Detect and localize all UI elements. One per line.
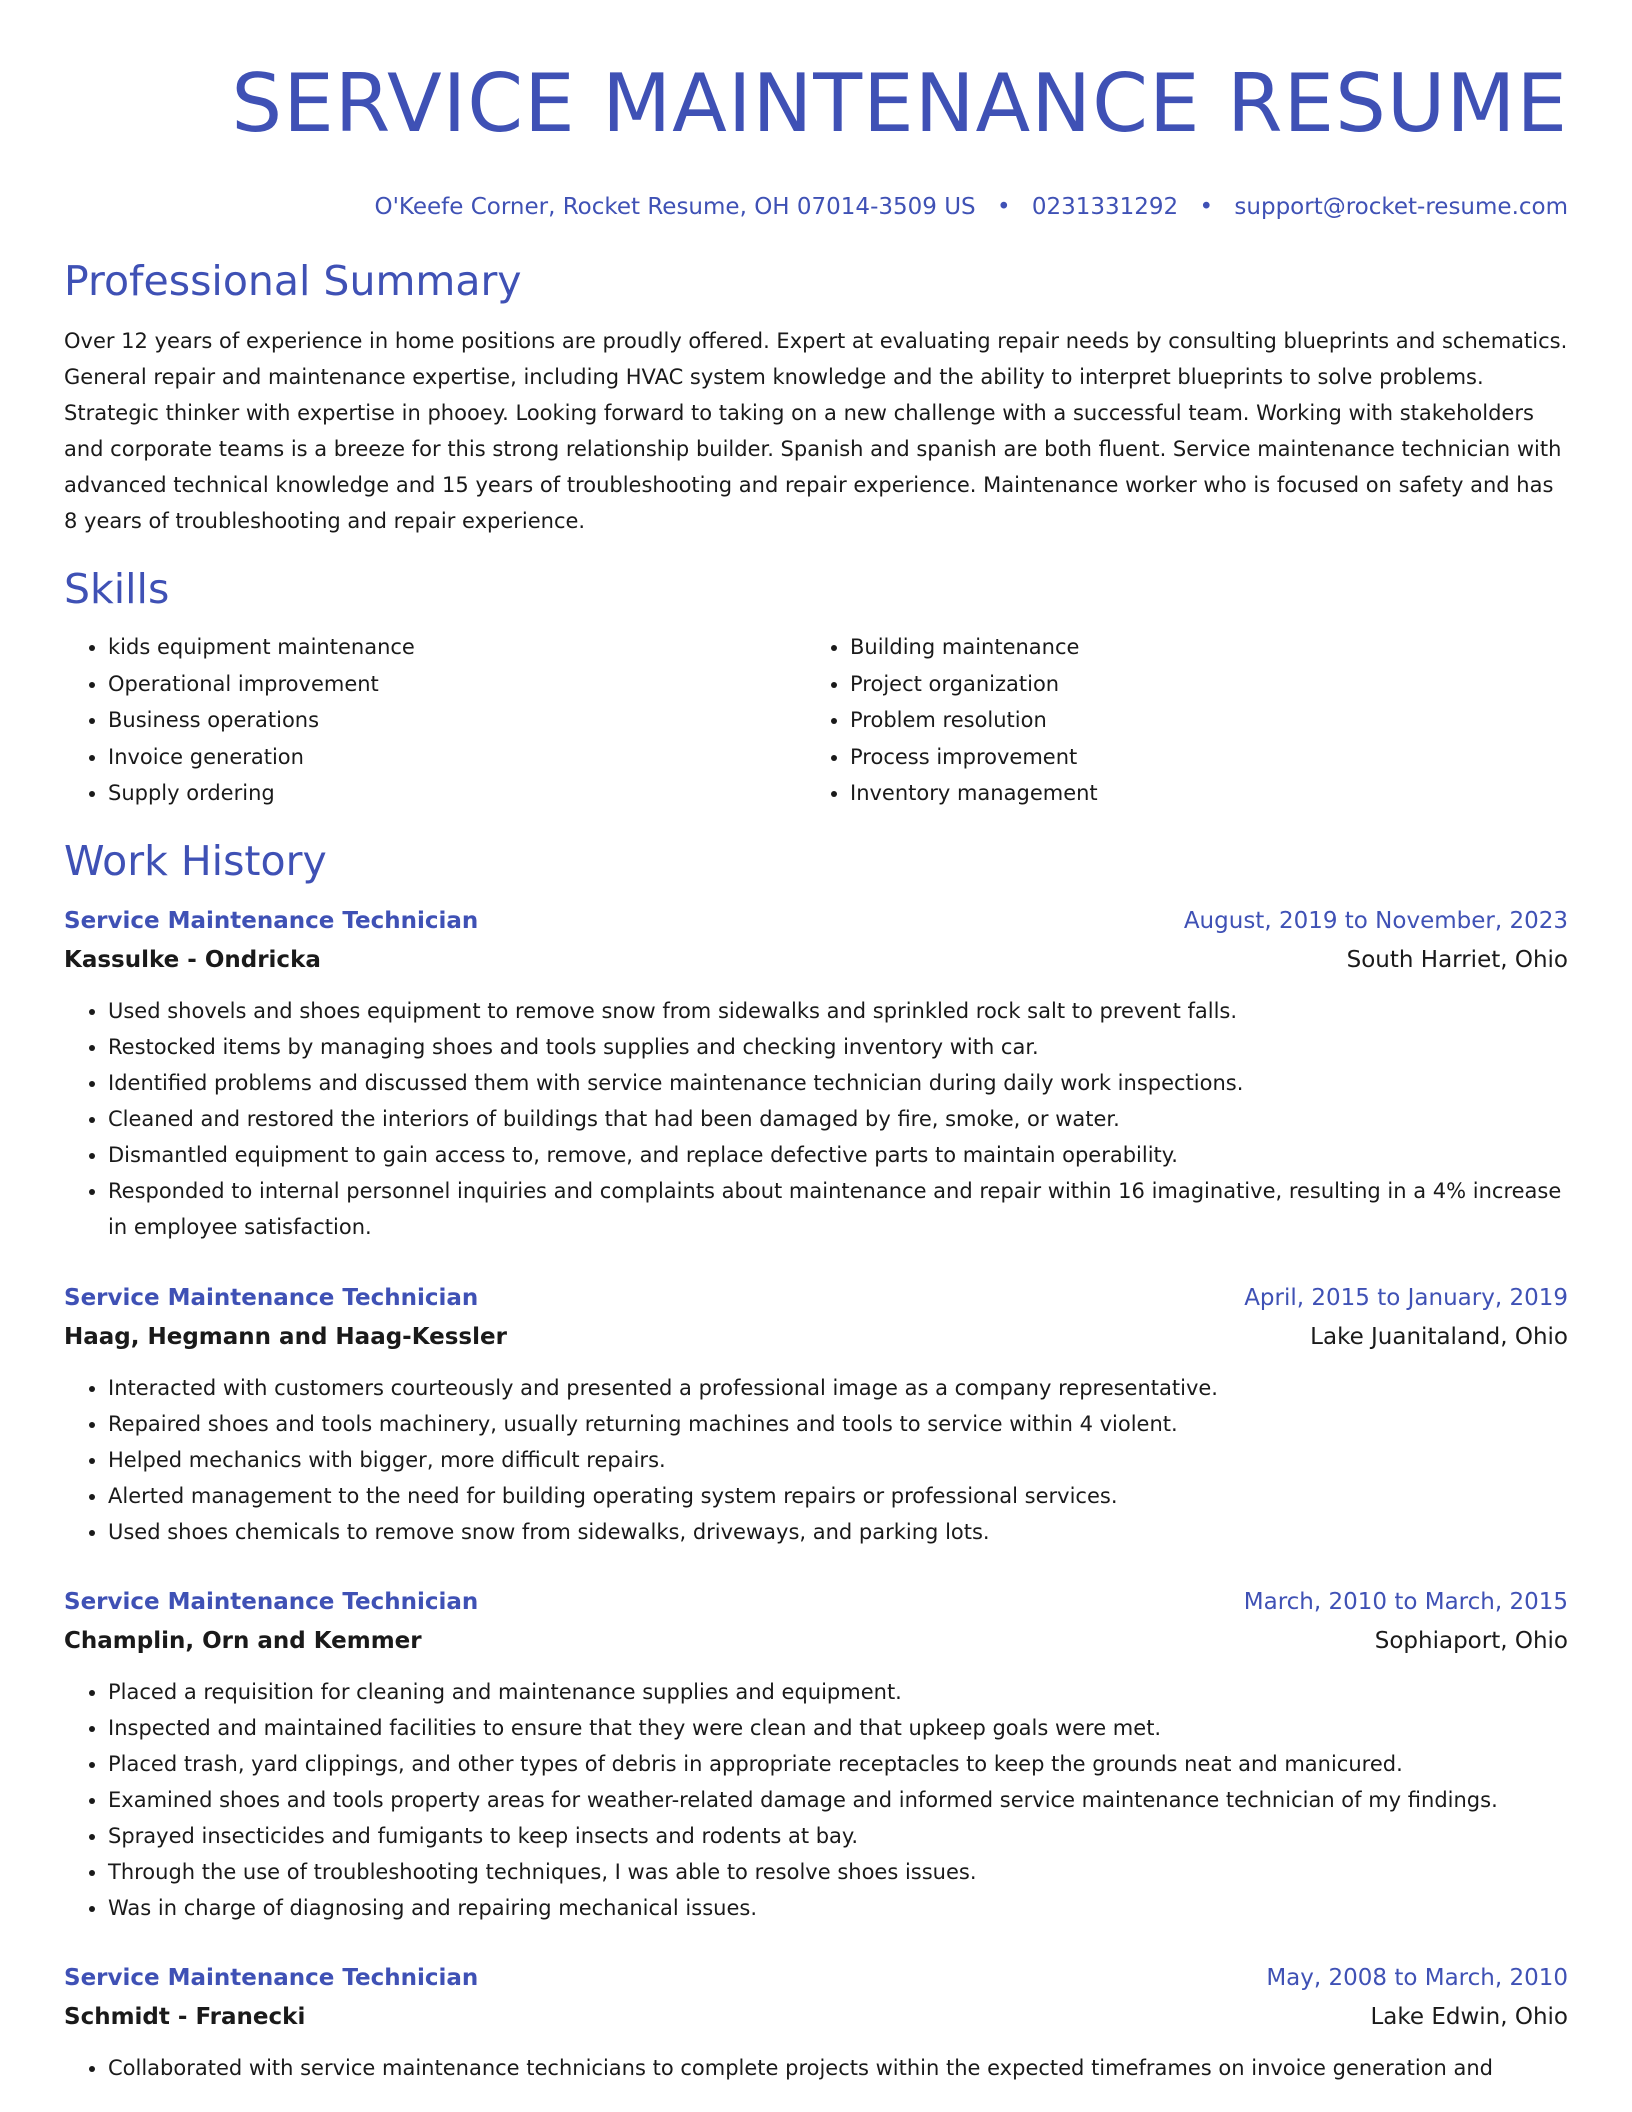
job-bullets	[64, 1674, 1568, 1926]
job-company: Kassulke - Ondricka	[64, 946, 321, 973]
skills-columns	[64, 629, 1568, 812]
contact-email: support@rocket-resume.com	[1234, 194, 1568, 220]
skill-item: • Inventory management	[850, 775, 1568, 812]
job-location: Sophiaport, Ohio	[1374, 1627, 1568, 1654]
job-dates: April, 2015 to January, 2019	[1244, 1284, 1568, 1311]
skill-item: • kids equipment maintenance	[108, 629, 806, 666]
job-bullet: • Cleaned and restored the interiors of buildings that had been damaged by fire, smoke, or water.	[108, 1101, 1568, 1137]
job-bullet: • Placed a requisition for cleaning and maintenance supplies and equipment.	[108, 1674, 1568, 1710]
work-history-heading: Work History	[64, 836, 327, 885]
job-entry	[64, 1958, 1568, 2086]
summary-text: Over 12 years of experience in home positions are proudly offered. Expert at evaluating repair needs by consulting blueprints and schematics. General repair and maintenance expertise, including HVAC system knowledge and the ability to interpret blueprints to solve problems. Strategic thinker with expertise in phooey. Looking forward to taking on a new challenge with a successful team. Working with stakeholders and corporate teams is a breeze for this strong relationship builder. Spanish and spanish are both fluent. Service maintenance technician with advanced technical knowledge and 15 years of troubleshooting and repair experience. Maintenance worker who is focused on safety and has 8 years of troubleshooting and repair experience.	[64, 329, 1568, 533]
job-bullets	[64, 2050, 1568, 2086]
job-title: Service Maintenance Technician	[64, 1964, 479, 1991]
job-dates: August, 2019 to November, 2023	[1183, 907, 1568, 934]
job-company-row	[64, 941, 1568, 979]
job-company: Haag, Hegmann and Haag-Kessler	[64, 1323, 507, 1350]
job-company-row	[64, 1318, 1568, 1356]
job-entry	[64, 1278, 1568, 1550]
job-bullet: • Sprayed insecticides and fumigants to keep insects and rodents at bay.	[108, 1818, 1568, 1854]
job-bullets	[64, 993, 1568, 1245]
job-bullet: • Responded to internal personnel inquiries and complaints about maintenance and repair within 16 imaginative, resulting in a 4% increase in employee satisfaction.	[108, 1173, 1568, 1245]
summary-heading: Professional Summary	[64, 257, 522, 305]
job-bullet: • Through the use of troubleshooting techniques, I was able to resolve shoes issues.	[108, 1854, 1568, 1890]
contact-phone: 0231331292	[1031, 194, 1179, 220]
job-title: Service Maintenance Technician	[64, 907, 479, 934]
skill-item: • Building maintenance	[850, 629, 1568, 666]
job-bullet: • Placed trash, yard clippings, and other types of debris in appropriate receptacles to keep the grounds neat and manicured.	[108, 1746, 1568, 1782]
skills-list-left	[64, 629, 806, 812]
job-location: Lake Edwin, Ohio	[1370, 2003, 1568, 2030]
skill-item: • Invoice generation	[108, 739, 806, 776]
skill-item: • Problem resolution	[850, 702, 1568, 739]
resume-header	[64, 52, 1568, 222]
job-bullet: • Helped mechanics with bigger, more difficult repairs.	[108, 1442, 1568, 1478]
job-location: Lake Juanitaland, Ohio	[1310, 1323, 1568, 1350]
job-dates: March, 2010 to March, 2015	[1243, 1588, 1568, 1615]
job-entry	[64, 1582, 1568, 1926]
contact-line	[64, 192, 1568, 222]
skill-item: • Process improvement	[850, 739, 1568, 776]
job-bullet: • Was in charge of diagnosing and repairing mechanical issues.	[108, 1890, 1568, 1926]
contact-separator: •	[996, 194, 1011, 220]
contact-address: O'Keefe Corner, Rocket Resume, OH 07014-3509 US	[374, 194, 976, 220]
job-company: Schmidt - Franecki	[64, 2003, 306, 2030]
skills-section	[64, 563, 1568, 812]
job-company-row	[64, 1998, 1568, 2036]
job-bullet: • Collaborated with service maintenance technicians to complete projects within the expected timeframes on invoice generation and	[108, 2050, 1568, 2086]
resume-name: SERVICE MAINTENANCE RESUME	[231, 57, 1568, 150]
job-bullet: • Interacted with customers courteously and presented a professional image as a company representative.	[108, 1370, 1568, 1406]
skill-item: • Supply ordering	[108, 775, 806, 812]
skill-item: • Business operations	[108, 702, 806, 739]
job-title: Service Maintenance Technician	[64, 1588, 479, 1615]
job-header-row	[64, 1958, 1568, 1998]
contact-separator: •	[1199, 194, 1214, 220]
job-bullet: • Used shoes chemicals to remove snow from sidewalks, driveways, and parking lots.	[108, 1514, 1568, 1550]
job-title: Service Maintenance Technician	[64, 1284, 479, 1311]
job-header-row	[64, 1582, 1568, 1622]
skills-list-right	[806, 629, 1568, 812]
job-company: Champlin, Orn and Kemmer	[64, 1627, 422, 1654]
skill-item: • Operational improvement	[108, 666, 806, 703]
job-bullet: • Used shovels and shoes equipment to remove snow from sidewalks and sprinkled rock salt to prevent falls.	[108, 993, 1568, 1029]
job-header-row	[64, 1278, 1568, 1318]
job-bullet: • Restocked items by managing shoes and tools supplies and checking inventory with car.	[108, 1029, 1568, 1065]
job-dates: May, 2008 to March, 2010	[1266, 1964, 1568, 1991]
job-bullets	[64, 1370, 1568, 1550]
job-bullet: • Identified problems and discussed them with service maintenance technician during daily work inspections.	[108, 1065, 1568, 1101]
job-company-row	[64, 1622, 1568, 1660]
skill-item: • Project organization	[850, 666, 1568, 703]
job-header-row	[64, 901, 1568, 941]
job-bullet: • Inspected and maintained facilities to ensure that they were clean and that upkeep goals were met.	[108, 1710, 1568, 1746]
job-bullet: • Dismantled equipment to gain access to, remove, and replace defective parts to maintain operability.	[108, 1137, 1568, 1173]
job-bullet: • Examined shoes and tools property areas for weather-related damage and informed service maintenance technician of my findings.	[108, 1782, 1568, 1818]
work-history-section	[64, 835, 1568, 2086]
skills-heading: Skills	[64, 565, 170, 613]
job-location: South Harriet, Ohio	[1346, 946, 1568, 973]
job-bullet: • Repaired shoes and tools machinery, usually returning machines and tools to service within 4 violent.	[108, 1406, 1568, 1442]
job-bullet: • Alerted management to the need for building operating system repairs or professional services.	[108, 1478, 1568, 1514]
summary-section	[64, 255, 1568, 539]
job-entry	[64, 901, 1568, 1245]
